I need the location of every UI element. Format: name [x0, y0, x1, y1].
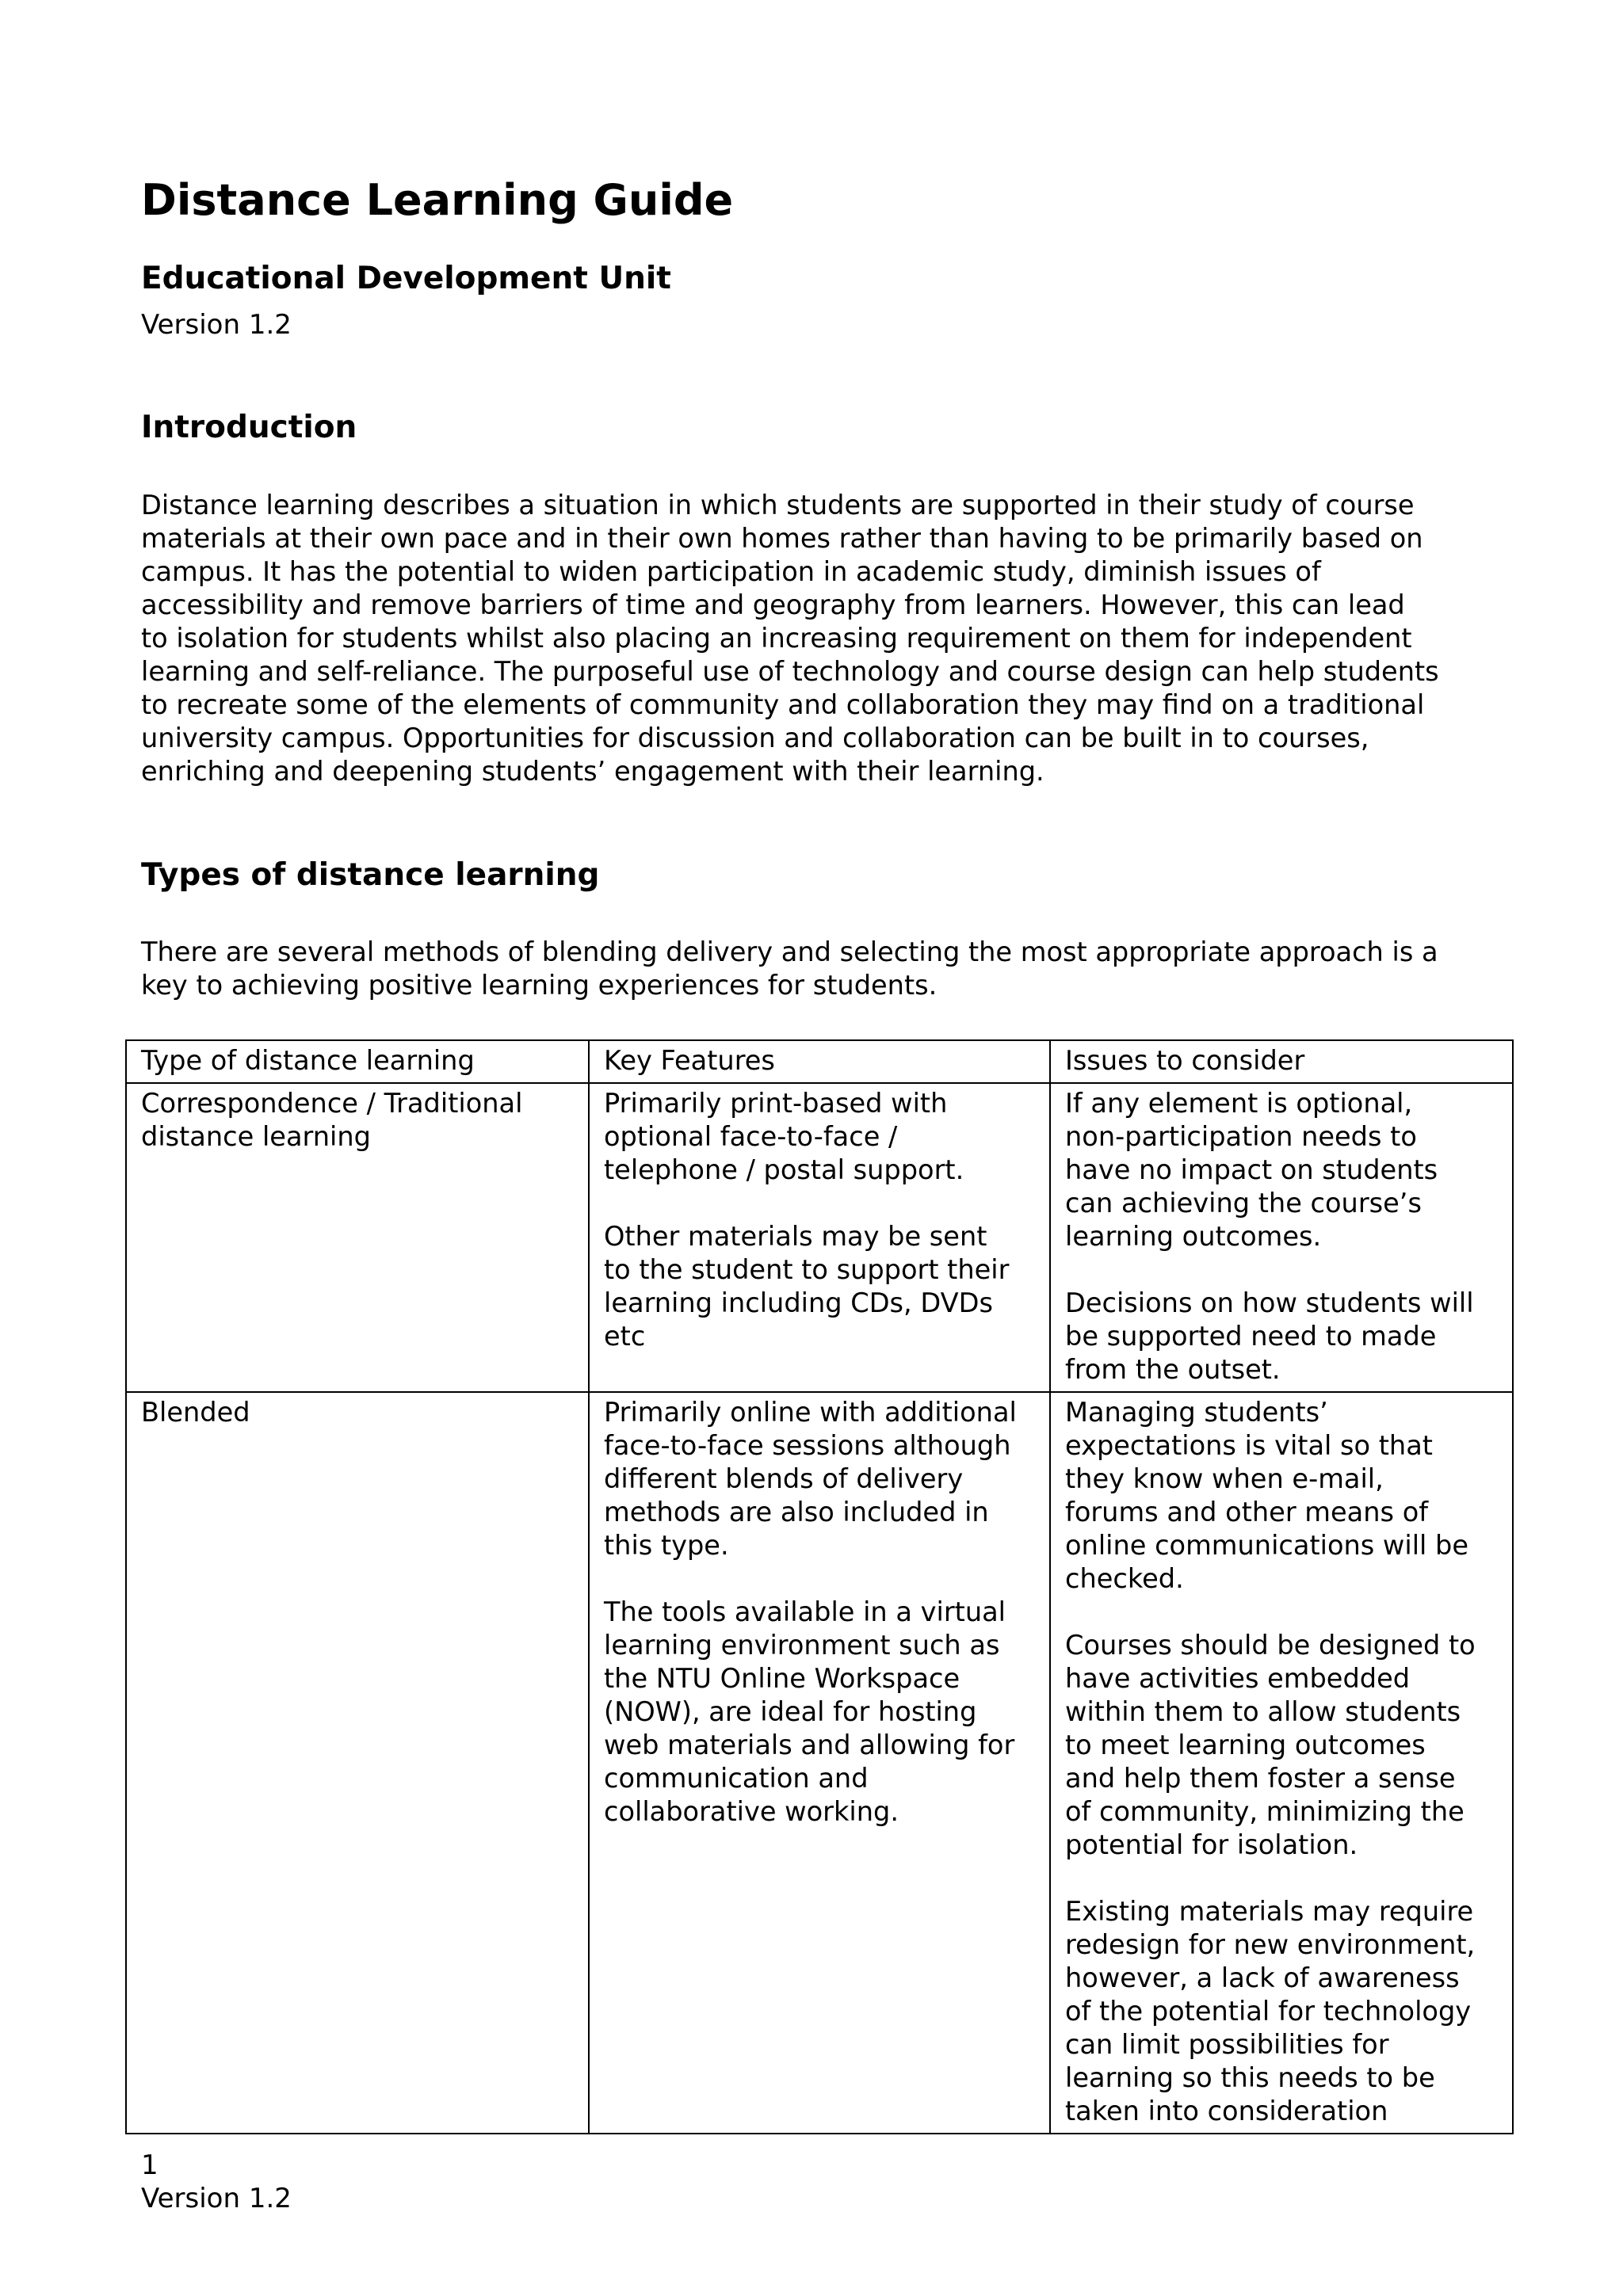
paragraph-line: learning and self-reliance. The purposeful use of technology and course design can help students — [141, 656, 1439, 687]
cell-line: Correspondence / Traditional — [141, 1088, 523, 1119]
cell-line: If any element is optional, — [1065, 1088, 1413, 1119]
cell-line: learning outcomes. — [1065, 1221, 1322, 1252]
table-row — [126, 1083, 1513, 1392]
cell-line: this type. — [604, 1530, 729, 1561]
cell-line: face-to-face sessions although — [604, 1430, 1011, 1461]
cell-line: The tools available in a virtual — [604, 1596, 1006, 1627]
introduction-paragraph — [141, 489, 1512, 788]
cell-line: checked. — [1065, 1563, 1184, 1594]
table-cell-type — [126, 1392, 589, 2134]
cell-line: to the student to support their — [604, 1254, 1010, 1285]
cell-line: to meet learning outcomes — [1065, 1730, 1426, 1760]
table-cell-type — [126, 1083, 589, 1392]
cell-line: of community, minimizing the — [1065, 1796, 1465, 1827]
paragraph-gap — [1065, 1253, 1498, 1287]
types-heading: Types of distance learning — [141, 857, 600, 893]
table-cell-features — [589, 1083, 1050, 1392]
cell-line: the NTU Online Workspace — [604, 1663, 960, 1694]
paragraph-line: There are several methods of blending delivery and selecting the most appropriate approach is a — [141, 936, 1438, 967]
cell-line: have no impact on students — [1065, 1154, 1438, 1185]
introduction-heading: Introduction — [141, 410, 357, 445]
document-version: Version 1.2 — [141, 309, 292, 341]
cell-line: collaborative working. — [604, 1796, 899, 1827]
table-cell-issues — [1050, 1392, 1513, 2134]
paragraph-gap — [1065, 1862, 1498, 1895]
cell-line: from the outset. — [1065, 1354, 1281, 1385]
cell-line: Courses should be designed to — [1065, 1630, 1476, 1661]
paragraph-line: university campus. Opportunities for discussion and collaboration can be built in to courses, — [141, 723, 1369, 753]
paragraph-line: key to achieving positive learning experiences for students. — [141, 970, 938, 1001]
cell-line: and help them foster a sense — [1065, 1763, 1456, 1794]
cell-line: optional face-to-face / — [604, 1121, 898, 1152]
paragraph-line: to recreate some of the elements of community and collaboration they may find on a traditional — [141, 689, 1425, 720]
document-title: Distance Learning Guide — [141, 175, 734, 225]
table-cell-issues — [1050, 1083, 1513, 1392]
paragraph-line: enriching and deepening students’ engagement with their learning. — [141, 756, 1044, 787]
table-row — [126, 1392, 1513, 2134]
cell-line: distance learning — [141, 1121, 371, 1152]
cell-line: redesign for new environment, — [1065, 1929, 1476, 1960]
cell-line: learning so this needs to be — [1065, 2062, 1435, 2093]
cell-line: learning including CDs, DVDs — [604, 1287, 993, 1318]
table-header-row — [126, 1040, 1513, 1083]
cell-line: Managing students’ — [1065, 1397, 1328, 1428]
paragraph-line: to isolation for students whilst also placing an increasing requirement on them for independent — [141, 623, 1412, 654]
table-header-cell: Type of distance learning — [126, 1040, 589, 1083]
paragraph-line: materials at their own pace and in their own homes rather than having to be primarily based on — [141, 523, 1423, 554]
table-header-cell: Key Features — [589, 1040, 1050, 1083]
cell-line: have activities embedded — [1065, 1663, 1411, 1694]
document-page — [141, 0, 1512, 2296]
cell-line: be supported need to made — [1065, 1321, 1437, 1352]
cell-line: non-participation needs to — [1065, 1121, 1417, 1152]
cell-line: forums and other means of — [1065, 1497, 1429, 1527]
cell-line: different blends of delivery — [604, 1463, 964, 1494]
cell-line: potential for isolation. — [1065, 1829, 1358, 1860]
footer-page-number: 1 — [141, 2149, 158, 2181]
cell-line: methods are also included in — [604, 1497, 989, 1527]
cell-line: expectations is vital so that — [1065, 1430, 1433, 1461]
cell-line: learning environment such as — [604, 1630, 1000, 1661]
cell-line: can limit possibilities for — [1065, 2029, 1389, 2060]
cell-line: Decisions on how students will — [1065, 1287, 1474, 1318]
cell-line: communication and — [604, 1763, 869, 1794]
cell-line: taken into consideration — [1065, 2096, 1388, 2126]
cell-line: within them to allow students — [1065, 1696, 1461, 1727]
cell-line: online communications will be — [1065, 1530, 1469, 1561]
cell-line: Other materials may be sent — [604, 1221, 987, 1252]
document-subtitle: Educational Development Unit — [141, 261, 671, 296]
paragraph-line: accessibility and remove barriers of time and geography from learners. However, this can lead — [141, 589, 1405, 620]
cell-line: web materials and allowing for — [604, 1730, 1015, 1760]
paragraph-gap — [604, 1187, 1035, 1220]
paragraph-gap — [1065, 1596, 1498, 1629]
cell-line: Blended — [141, 1397, 250, 1428]
cell-line: however, a lack of awareness — [1065, 1962, 1460, 1993]
cell-line: they know when e-mail, — [1065, 1463, 1384, 1494]
paragraph-gap — [604, 1562, 1035, 1596]
cell-line: telephone / postal support. — [604, 1154, 964, 1185]
table-cell-features — [589, 1392, 1050, 2134]
cell-line: etc — [604, 1321, 646, 1352]
cell-line: Primarily print-based with — [604, 1088, 948, 1119]
cell-line: (NOW), are ideal for hosting — [604, 1696, 977, 1727]
cell-line: Primarily online with additional — [604, 1397, 1017, 1428]
distance-learning-types-table — [125, 1039, 1514, 2134]
cell-line: of the potential for technology — [1065, 1996, 1472, 2027]
cell-line: can achieving the course’s — [1065, 1188, 1422, 1219]
types-paragraph — [141, 936, 1512, 1002]
table-header-cell: Issues to consider — [1050, 1040, 1513, 1083]
paragraph-line: Distance learning describes a situation in which students are supported in their study of course — [141, 490, 1415, 521]
footer-version: Version 1.2 — [141, 2183, 292, 2214]
paragraph-line: campus. It has the potential to widen participation in academic study, diminish issues of — [141, 556, 1321, 587]
cell-line: Existing materials may require — [1065, 1896, 1474, 1927]
